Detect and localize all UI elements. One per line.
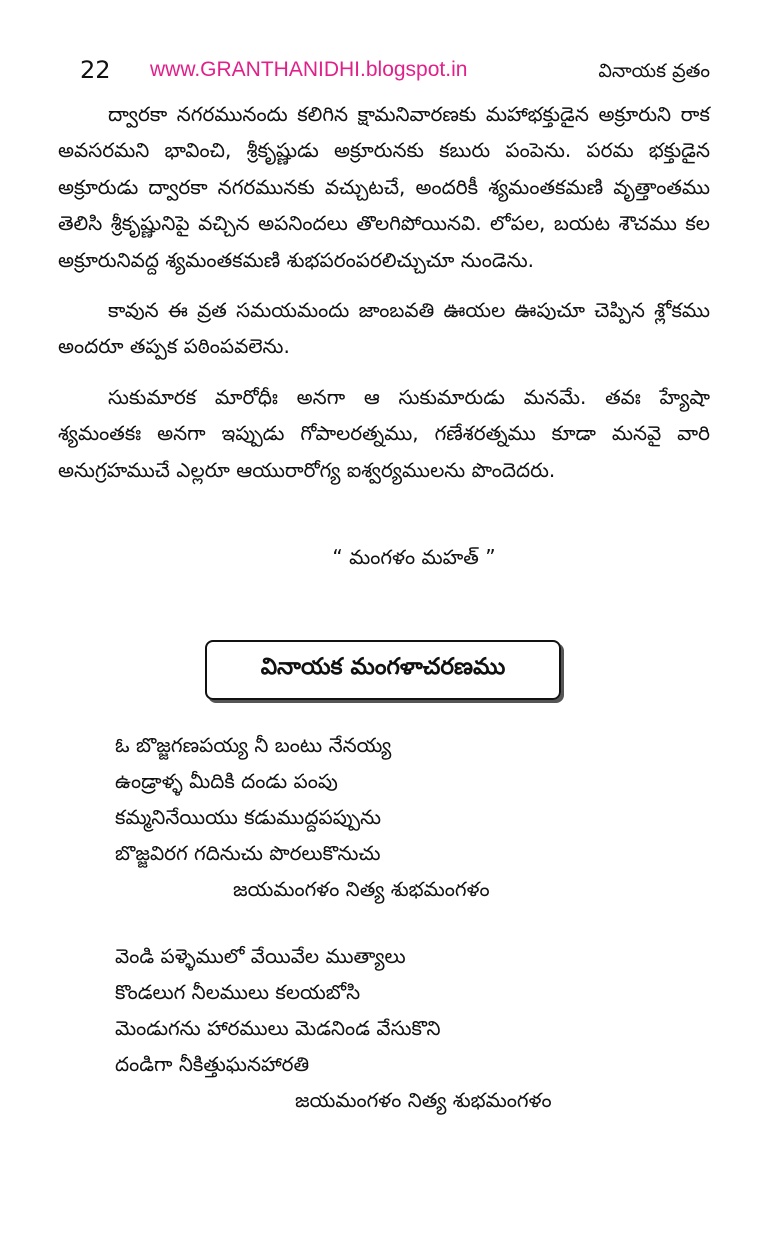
running-title: వినాయక వ్రతం xyxy=(598,60,710,82)
verse-line: ఉండ్రాళ్ళ మీదికి దండు పంపు xyxy=(115,769,338,793)
verse-line: కమ్మనినేయియు కడుముద్దపప్పును xyxy=(115,805,382,829)
verse-line: ఓ బొజ్జగణపయ్య నీ బంటు నేనయ్య xyxy=(115,733,392,757)
site-url[interactable]: www.GRANTHANIDHI.blogspot.in xyxy=(150,58,468,81)
paragraph: ద్వారకా నగరమునందు కలిగిన క్షామనివారణకు మహాభక్తుడైన అక్రూరుని రాక అవసరమని భావించి, శ్రీకృష్ణుడు అక్రూరునకు కబురు పంపెను. పరమ భక్తుడైన అక్రూరుడు ద్వారకా నగరమునకు వచ్చుటచే, అందరికీ శ్యమంతకమణి వృత్తాంతము తెలిసి శ్రీకృష్ణునిపై వచ్చిన అపనిందలు తొలగిపోయినవి. లోపల, బయట శౌచము కల అక్రూరునివద్ద శ్యమంతకమణి శుభపరంపరలిచ్చుచూ నుండెను. xyxy=(58,102,710,272)
verse-line: కొండలుగ నీలములు కలయబోసి xyxy=(115,980,361,1004)
paragraph: కావున ఈ వ్రత సమయమందు జాంబవతి ఊయల ఊపుచూ చెప్పిన శ్లోకము అందరూ తప్పక పఠింపవలెను. xyxy=(58,298,710,359)
verse-stanza xyxy=(115,938,675,1118)
page-header xyxy=(80,56,710,92)
body-text xyxy=(58,96,710,502)
verse-refrain: జయమంగళం నిత్య శుభమంగళం xyxy=(233,877,490,901)
verse-refrain: జయమంగళం నిత్య శుభమంగళం xyxy=(295,1088,552,1112)
verse-stanza xyxy=(115,727,675,907)
verse-line: వెండి పళ్ళెములో వేయివేల ముత్యాలు xyxy=(115,944,406,968)
verse-line: మెండుగను హారములు మెడనిండ వేసుకొని xyxy=(115,1016,441,1040)
paragraph: సుకుమారక మారోధీః అనగా ఆ సుకుమారుడు మనమే. తవః హ్యేషా శ్యమంతకః అనగా ఇప్పుడు గోపాలరత్నము, గణేశరత్నము కూడా మనవై వారి అనుగ్రహముచే ఎల్లరూ ఆయురారోగ్య ఐశ్వర్యములను పొందెదరు. xyxy=(58,384,710,482)
closing-line: “ మంగళం మహత్ ” xyxy=(332,545,496,569)
page-number: 22 xyxy=(80,56,111,84)
verse-line: దండిగా నీకిత్తుఘనహారతి xyxy=(115,1052,310,1076)
section-title: వినాయక మంగళాచరణము xyxy=(205,640,561,700)
verse-line: బొజ్జవిరగ గదినుచు పొరలుకొనుచు xyxy=(115,841,381,865)
